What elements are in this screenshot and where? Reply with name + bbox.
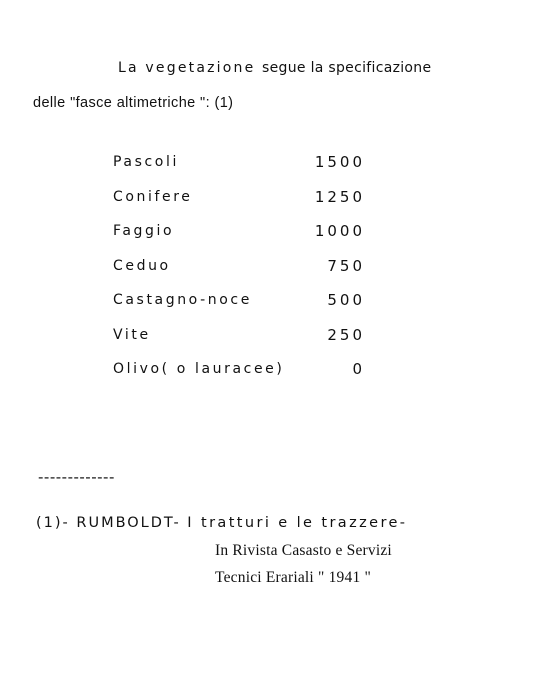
vegetation-name: Faggio — [113, 223, 175, 239]
footnote-marker: (1)- RUMBOLDT- — [36, 515, 181, 531]
footnote-line-3: Tecnici Erariali " 1941 " — [215, 569, 372, 586]
vegetation-altitude: 750 — [327, 257, 365, 275]
footnote-line-1 — [36, 515, 407, 531]
vegetation-altitude: 250 — [327, 326, 365, 344]
intro-line-2: delle "fasce altimetriche ": (1) — [33, 95, 234, 111]
vegetation-name: Castagno-noce — [113, 292, 252, 308]
vegetation-altitude: 1250 — [314, 188, 365, 206]
vegetation-altitude: 1500 — [314, 153, 365, 171]
footnote-separator: ------------- — [38, 468, 115, 486]
vegetation-altitude: 0 — [352, 360, 365, 378]
intro-line-1-part-a: La vegetazione — [118, 60, 256, 76]
vegetation-altitude: 500 — [327, 291, 365, 309]
vegetation-name: Ceduo — [113, 258, 171, 274]
vegetation-name: Olivo( o lauracee) — [113, 361, 285, 377]
vegetation-name: Pascoli — [113, 154, 179, 170]
vegetation-altitude: 1000 — [314, 222, 365, 240]
intro-line-1-part-b: segue la specificazione — [262, 60, 432, 76]
intro-line-1 — [118, 60, 431, 76]
vegetation-name: Conifere — [113, 189, 193, 205]
vegetation-name: Vite — [113, 327, 151, 343]
footnote-line-2: In Rivista Casasto e Servizi — [215, 542, 392, 559]
footnote-title: I tratturi e le trazzere- — [187, 515, 408, 531]
